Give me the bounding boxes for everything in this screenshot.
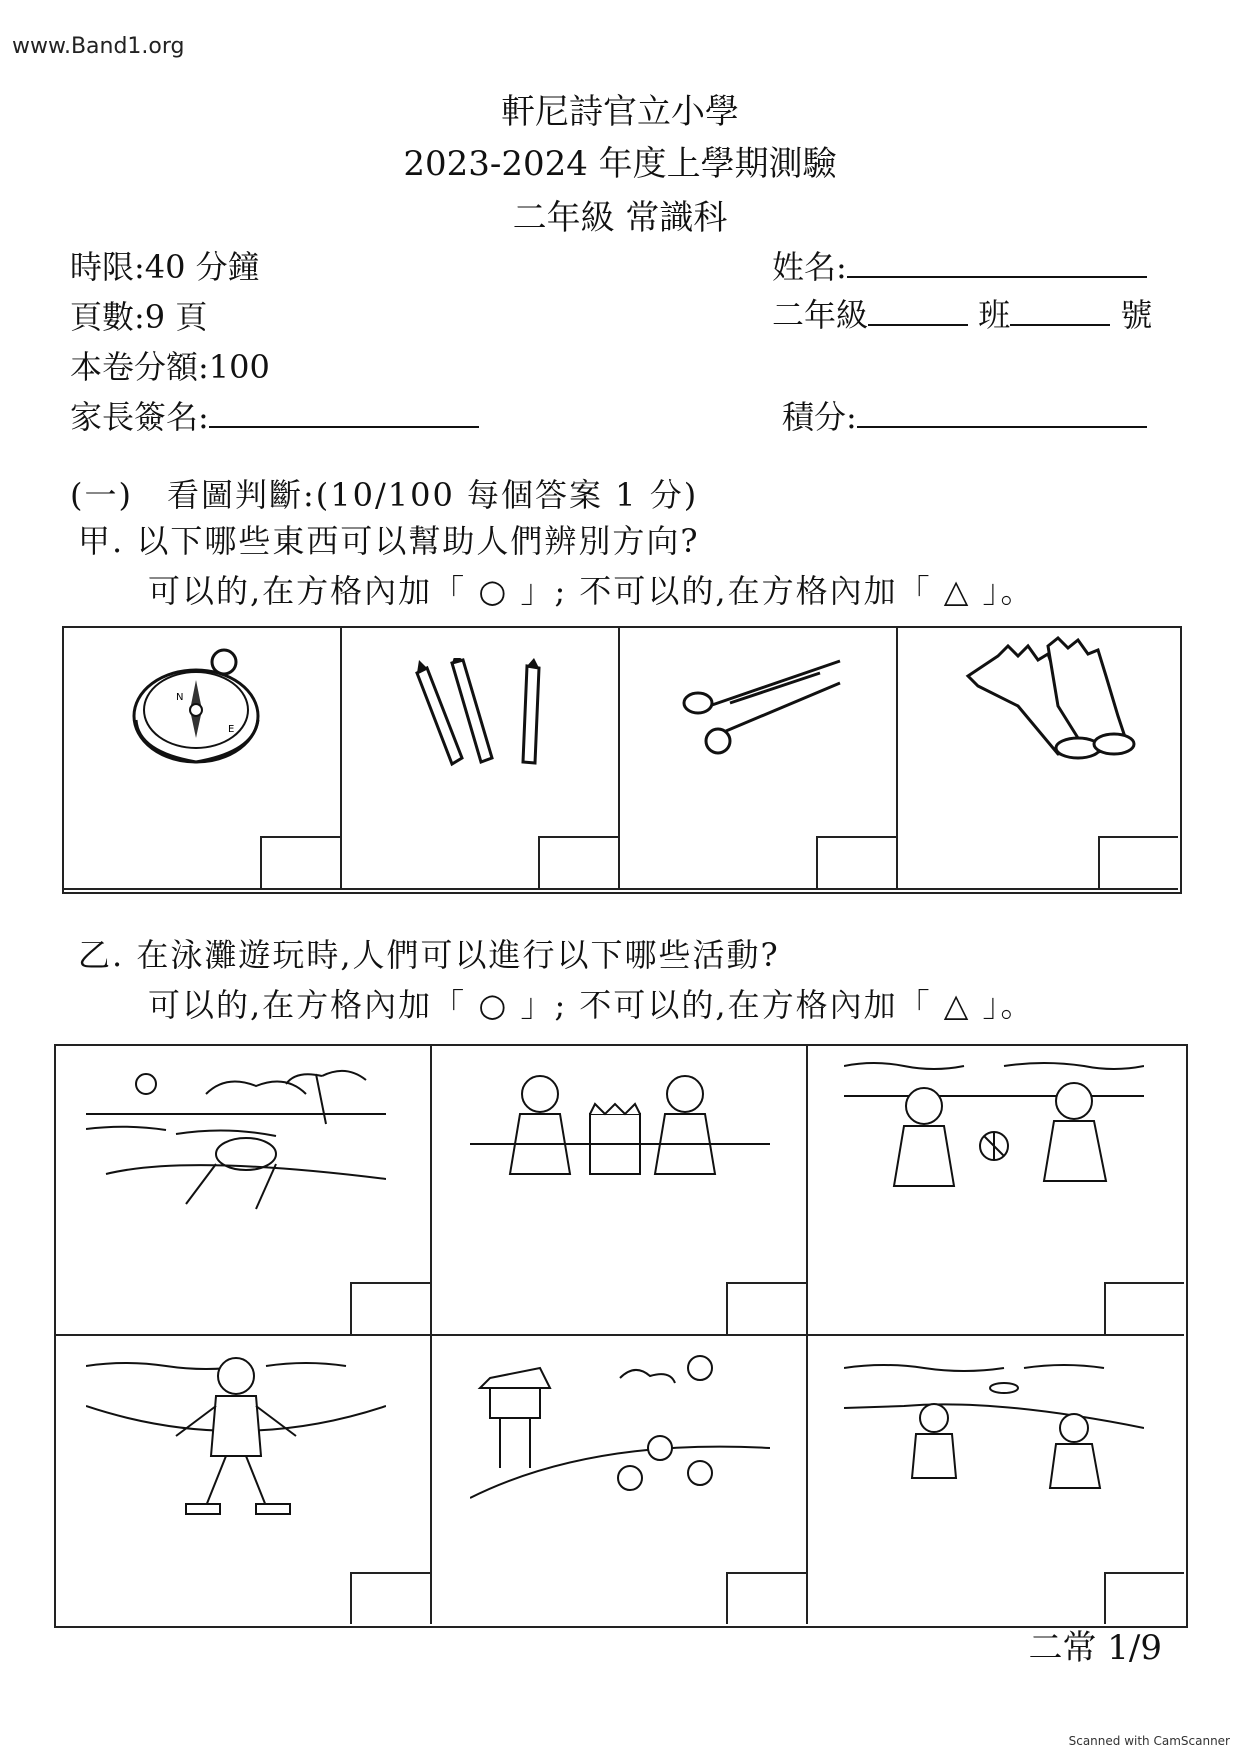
answer-box[interactable] [1104,1572,1184,1624]
gloves-icon [938,636,1138,766]
parent-signature-label: 家長簽名: [70,398,209,436]
name-field[interactable] [847,246,1147,278]
parent-signature-row [70,392,479,438]
number-word: 號 [1120,296,1153,334]
part-a-question: 甲. 以下哪些東西可以幫助人們辨別方向? [78,522,700,560]
score-label: 積分: [782,398,857,436]
answer-box[interactable] [350,1572,430,1624]
part-b-item [56,1336,432,1624]
part-a-item [342,628,620,890]
page-count: 頁數:9 頁 [70,298,208,336]
answer-box[interactable] [726,1572,806,1624]
answer-box[interactable] [260,836,340,888]
answer-box[interactable] [1098,836,1178,888]
svg-text:N: N [176,692,184,703]
grade-label: 二年級 [772,296,869,334]
pencils-icon [397,658,567,778]
subject-title: 二年級 常識科 [512,198,728,238]
roller-skating-icon [86,1346,386,1536]
class-field[interactable] [868,294,968,326]
time-limit: 時限:40 分鐘 [70,248,260,286]
part-b-item [808,1336,1184,1624]
part-a-item [620,628,898,890]
score-field[interactable] [857,396,1147,428]
sunbathing-icon [86,1064,386,1234]
answer-box[interactable] [726,1282,806,1334]
part-b-question: 乙. 在泳灘遊玩時,人們可以進行以下哪些活動? [78,936,780,974]
school-name: 軒尼詩官立小學 [501,92,739,132]
class-row [772,290,1152,336]
section1-title: (一) 看圖判斷:(10/100 每個答案 1 分) [70,476,699,514]
part-b-instruction: 可以的,在方格內加「 ○ 」; 不可以的,在方格內加「 △ 」。 [148,986,1035,1024]
part-a-instruction: 可以的,在方格內加「 ○ 」; 不可以的,在方格內加「 △ 」。 [148,572,1035,610]
lifeguard-tower-icon [470,1348,770,1528]
part-a-item [898,628,1178,890]
number-field[interactable] [1010,294,1110,326]
frisbee-icon [844,1348,1144,1528]
scanner-label: Scanned with CamScanner [1068,1734,1230,1748]
watermark: www.Band1.org [12,34,185,59]
part-b-item [56,1046,432,1336]
answer-box[interactable] [1104,1282,1184,1334]
score-row [782,392,1147,438]
part-b-item [432,1046,808,1336]
beach-ball-icon [844,1056,1144,1226]
answer-box[interactable] [538,836,618,888]
answer-box[interactable] [816,836,896,888]
page-number: 二常 1/9 [1028,1628,1162,1668]
part-a-grid [62,626,1182,894]
total-marks: 本卷分額:100 [70,348,270,386]
class-word: 班 [978,296,1011,334]
sandcastle-icon [470,1064,770,1234]
part-b-grid [54,1044,1188,1628]
svg-text:E: E [228,724,235,735]
exam-title: 2023-2024 年度上學期測驗 [403,144,837,184]
compass-icon [124,640,274,770]
part-b-item [808,1046,1184,1336]
name-label: 姓名: [772,248,847,286]
scissors-icon [670,653,850,763]
answer-box[interactable] [350,1282,430,1334]
part-b-item [432,1336,808,1624]
name-row [772,242,1147,288]
part-a-item [64,628,342,890]
parent-signature-field[interactable] [209,396,479,428]
